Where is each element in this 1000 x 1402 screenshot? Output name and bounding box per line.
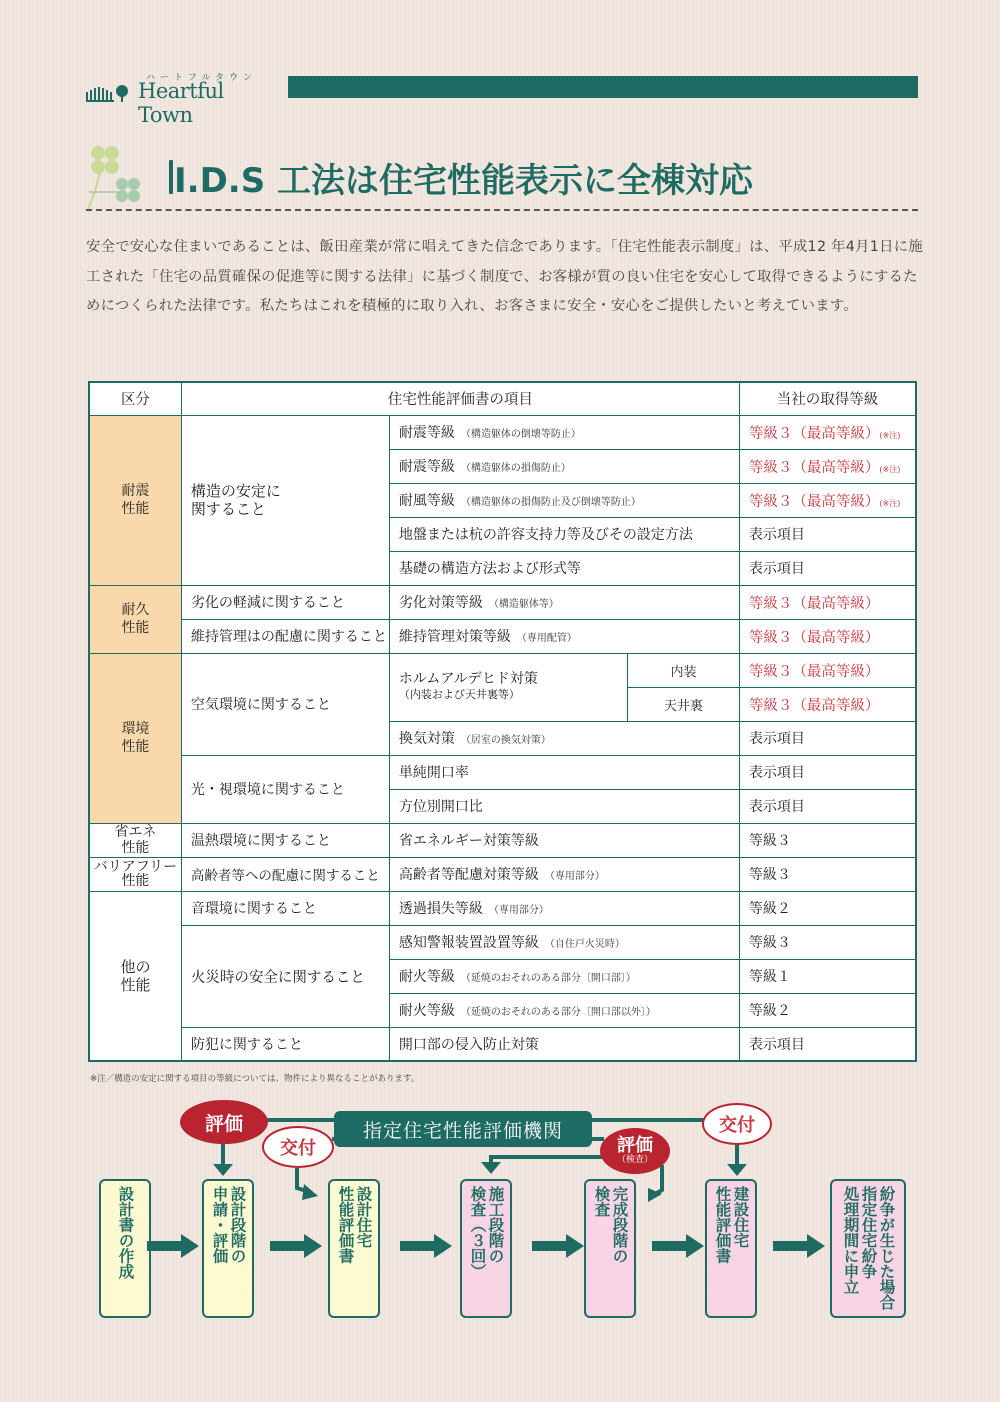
clover-icon — [84, 140, 144, 212]
step-construction-evaluation-report: 建設住宅 性能評価書 — [705, 1179, 757, 1318]
gate-tree-icon — [86, 84, 134, 102]
grade-cell: 等級３ — [739, 925, 916, 959]
category-durability: 耐久 性能 — [89, 585, 181, 653]
table-row — [89, 653, 916, 687]
item-cell: 換気対策 （居室の換気対策） — [389, 721, 739, 755]
area-structure: 構造の安定に 関すること — [181, 415, 389, 585]
grade-cell: 表示項目 — [739, 1027, 916, 1061]
intro-paragraph: 安全で安心な住まいであることは、飯田産業が常に唱えてきた信念であります。「住宅性能表示制度」は、平成12 年4月1日に施工された「住宅の品質確保の促進等に関する法律」に基づく制度で、お客様が質の良い住宅を安心して取得できるようにするためにつくられた法律です。私たちはこれを積極的に取り入れ、お客さまに安全・安心をご提供したいと考えています。 — [86, 239, 923, 314]
category-energy: 省エネ 性能 — [89, 823, 181, 857]
item-cell: 方位別開口比 — [389, 789, 739, 823]
item-cell-formaldehyde: ホルムアルデヒド対策 （内装および天井裏等） — [389, 653, 627, 721]
item-cell: 耐風等級 （構造躯体の損傷防止及び倒壊等防止） — [389, 483, 739, 517]
grade-cell: 等級３（最高等級） — [739, 687, 916, 721]
table-row — [89, 925, 916, 959]
area-thermal: 温熱環境に関すること — [181, 823, 389, 857]
step-completion-inspection: 完成段階の 検査 — [584, 1179, 636, 1318]
grade-cell: 等級２ — [739, 993, 916, 1027]
header-items: 住宅性能評価書の項目 — [181, 382, 739, 415]
grade-cell: 等級３ — [739, 857, 916, 891]
table-header-row — [89, 382, 916, 415]
inspection-evaluation-oval: 評価 （検査） — [600, 1128, 670, 1174]
table-row — [89, 1027, 916, 1061]
grade-cell: 等級３（最高等級） — [739, 585, 916, 619]
footnote: ※注／構造の安定に関する項目の等級については、物件により異なることがあります。 — [90, 1074, 420, 1084]
category-seismic: 耐震 性能 — [89, 415, 181, 585]
category-environment: 環境 性能 — [89, 653, 181, 823]
part-interior: 内装 — [628, 653, 740, 687]
area-air: 空気環境に関すること — [181, 653, 389, 755]
evaluation-agency-box: 指定住宅性能評価機関 — [334, 1111, 592, 1147]
arrow-right-icon — [400, 1234, 452, 1258]
grade-cell: 等級３（最高等級） — [739, 619, 916, 653]
table-row — [89, 891, 916, 925]
header-bar — [288, 76, 918, 98]
grade-cell: 等級３（最高等級）(※注) — [739, 449, 916, 483]
step-design-evaluation-report: 設計住宅 性能評価書 — [328, 1179, 380, 1318]
table-row — [89, 857, 916, 891]
table-row — [89, 585, 916, 619]
logo-kana: ハートフルタウン — [146, 73, 258, 83]
area-light: 光・視環境に関すること — [181, 755, 389, 823]
item-cell: 省エネルギー対策等級 — [389, 823, 739, 857]
item-cell: 基礎の構造方法および形式等 — [389, 551, 739, 585]
arrow-right-icon — [270, 1234, 322, 1258]
item-cell: 劣化対策等級 （構造躯体等） — [389, 585, 739, 619]
table-row — [89, 755, 916, 789]
item-cell: 感知警報装置設置等級 （自住戸火災時） — [389, 925, 739, 959]
area-fire: 火災時の安全に関すること — [181, 925, 389, 1027]
header-category: 区分 — [89, 382, 181, 415]
title-divider — [86, 209, 918, 211]
table-row — [89, 415, 916, 449]
grade-cell: 等級３（最高等級）(※注) — [739, 415, 916, 449]
grade-cell: 表示項目 — [739, 721, 916, 755]
step-design-application: 設計段階の 申請・評価 — [202, 1179, 254, 1318]
item-cell: 維持管理対策等級 （専用配管） — [389, 619, 739, 653]
item-cell: 耐火等級 （延焼のおそれのある部分〔開口部〕） — [389, 959, 739, 993]
category-barrierfree: バリアフリー 性能 — [89, 857, 181, 891]
area-sound: 音環境に関すること — [181, 891, 389, 925]
item-cell: 高齢者等配慮対策等級 （専用部分） — [389, 857, 739, 891]
category-other: 他の 性能 — [89, 891, 181, 1061]
area-maintenance: 維持管理はの配慮に関すること — [181, 619, 389, 653]
item-cell: 開口部の侵入防止対策 — [389, 1027, 739, 1061]
arrow-right-icon — [773, 1234, 825, 1258]
issuance-oval-2: 交付 — [702, 1103, 772, 1145]
step-construction-inspection: 施工段階の 検査（３回） — [460, 1179, 512, 1318]
part-attic: 天井裏 — [628, 687, 740, 721]
area-crime: 防犯に関すること — [181, 1027, 389, 1061]
page-title: I.D.S 工法は住宅性能表示に全棟対応 — [174, 161, 754, 201]
grade-cell: 表示項目 — [739, 789, 916, 823]
step-dispute-resolution: 紛争が生じた場合 指定住宅紛争 処理期間に申立 — [830, 1179, 906, 1318]
title-accent-bar — [169, 160, 173, 194]
issuance-oval: 交付 — [262, 1126, 334, 1168]
arrow-right-icon — [652, 1234, 704, 1258]
grade-cell: 表示項目 — [739, 551, 916, 585]
grade-cell: 等級３（最高等級）(※注) — [739, 483, 916, 517]
item-cell: 単純開口率 — [389, 755, 739, 789]
table-row — [89, 823, 916, 857]
item-cell: 耐震等級 （構造躯体の倒壊等防止） — [389, 415, 739, 449]
arrow-right-icon — [532, 1234, 584, 1258]
grade-cell: 表示項目 — [739, 755, 916, 789]
item-cell: 耐震等級 （構造躯体の損傷防止） — [389, 449, 739, 483]
item-cell: 透過損失等級 （専用部分） — [389, 891, 739, 925]
performance-table — [88, 381, 917, 1062]
grade-cell: 等級２ — [739, 891, 916, 925]
evaluation-oval: 評価 — [180, 1100, 268, 1144]
logo-wordmark: Heartful Town — [138, 79, 224, 127]
step-design-document: 設計書の作成 — [99, 1179, 151, 1318]
area-elderly: 高齢者等への配慮に関すること — [181, 857, 389, 891]
grade-cell: 表示項目 — [739, 517, 916, 551]
area-deterioration: 劣化の軽減に関すること — [181, 585, 389, 619]
table-row — [89, 619, 916, 653]
grade-cell: 等級３ — [739, 823, 916, 857]
item-cell: 地盤または杭の許容支持力等及びその設定方法 — [389, 517, 739, 551]
header-grade: 当社の取得等級 — [739, 382, 916, 415]
arrow-right-icon — [147, 1234, 199, 1258]
grade-cell: 等級１ — [739, 959, 916, 993]
item-cell: 耐火等級 （延焼のおそれのある部分〔開口部以外〕） — [389, 993, 739, 1027]
heartful-town-logo — [86, 70, 276, 127]
grade-cell: 等級３（最高等級） — [739, 653, 916, 687]
